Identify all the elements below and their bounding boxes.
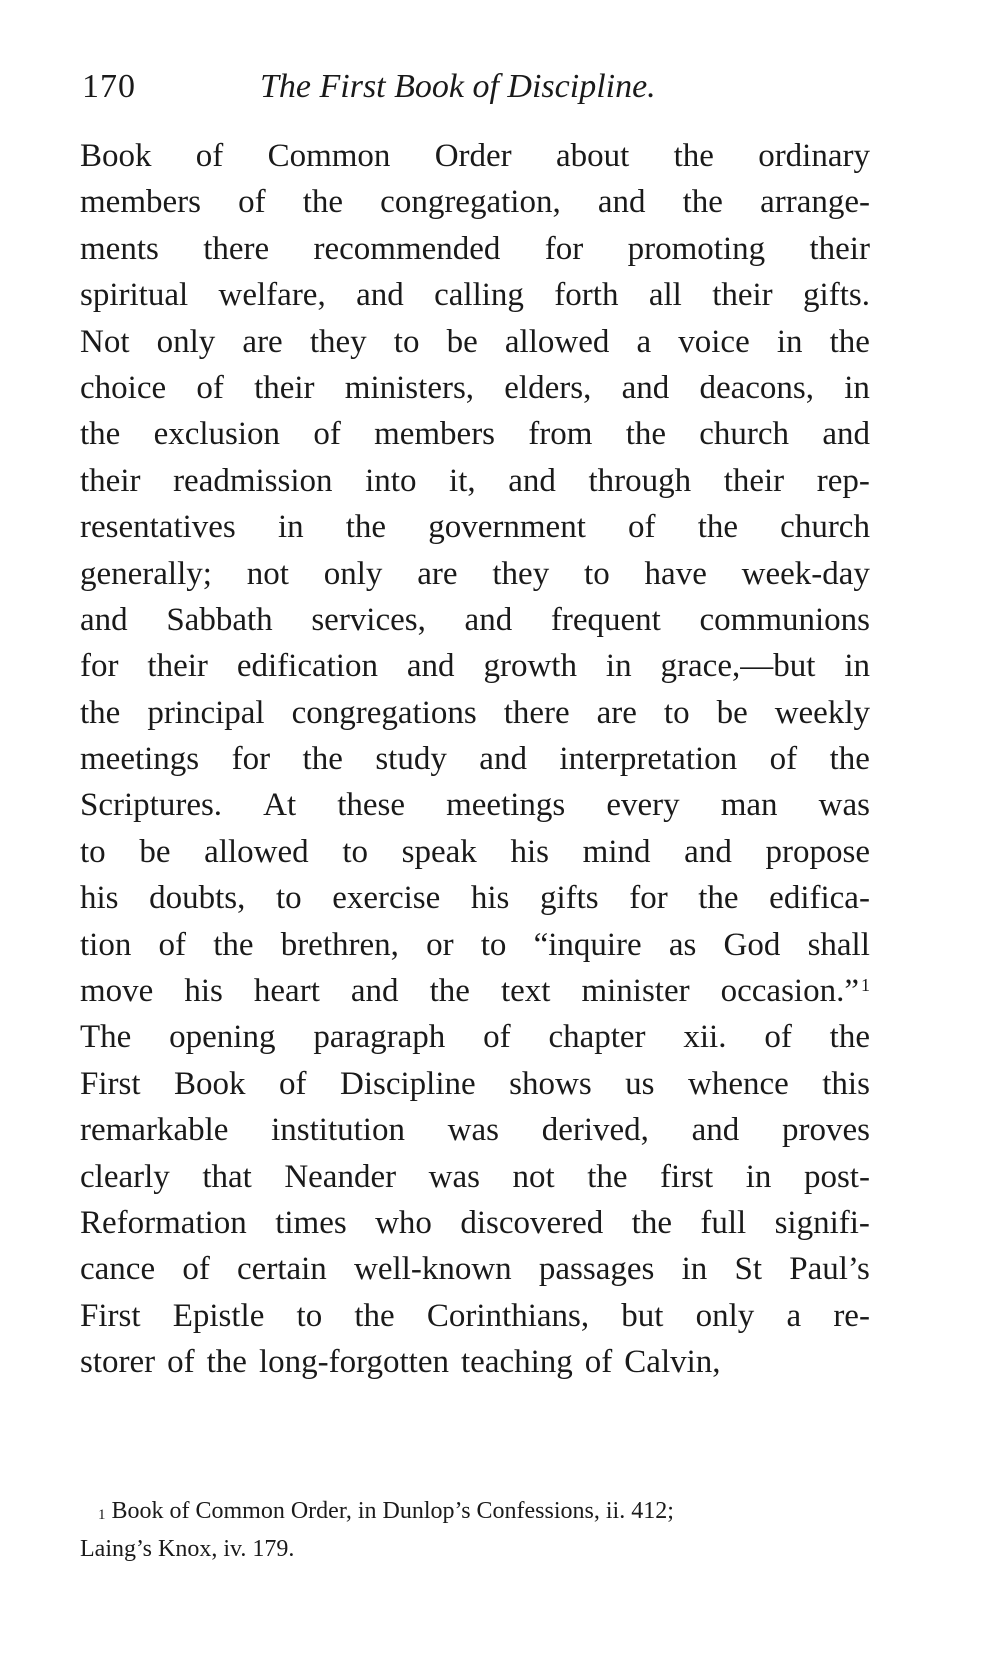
text-line: remarkable institution was derived, and proves xyxy=(80,1112,870,1149)
footnote xyxy=(80,1492,870,1568)
text-line: and Sabbath services, and frequent communions xyxy=(80,601,870,638)
text-line: members of the congregation, and the arrange- xyxy=(80,184,870,221)
footnote-text: Laing’s Knox, iv. 179. xyxy=(80,1536,295,1562)
text-line: cance of certain well-known passages in St Paul’s xyxy=(80,1251,870,1288)
text-line: for their edification and growth in grace,—but in xyxy=(80,648,870,685)
footnote-reference: 1 xyxy=(861,975,870,996)
page-header xyxy=(78,68,948,118)
text-line: to be allowed to speak his mind and propose xyxy=(80,833,870,870)
text-line: First Book of Discipline shows us whence this xyxy=(80,1065,870,1102)
text-line: the exclusion of members from the church and xyxy=(80,416,870,453)
page-number: 170 xyxy=(82,68,136,105)
text-line: The opening paragraph of chapter xii. of the xyxy=(80,1019,870,1056)
text-line: First Epistle to the Corinthians, but only a re- xyxy=(80,1297,870,1334)
text-line: ments there recommended for promoting their xyxy=(80,230,870,267)
footnote-line xyxy=(80,1530,870,1568)
running-title: The First Book of Discipline. xyxy=(260,68,656,105)
text-line: tion of the brethren, or to “inquire as God shall xyxy=(80,926,870,963)
text-line: their readmission into it, and through their rep- xyxy=(80,462,870,499)
text-line: Reformation times who discovered the full signifi- xyxy=(80,1204,870,1241)
text-line: his doubts, to exercise his gifts for the edifica- xyxy=(80,880,870,917)
text-line: move his heart and the text minister occasion.” $^1$ xyxy=(80,973,870,1010)
footnote-marker: 1 xyxy=(98,1507,106,1523)
text-line: resentatives in the government of the church xyxy=(80,509,870,546)
footnote-line xyxy=(80,1492,870,1530)
text-line: spiritual welfare, and calling forth all their gifts. xyxy=(80,277,870,314)
text-line: storer of the long-forgotten teaching of Calvin, xyxy=(80,1344,721,1381)
text-line: clearly that Neander was not the first in post- xyxy=(80,1158,870,1195)
text-line: Not only are they to be allowed a voice in the xyxy=(80,323,870,360)
footnote-text: Book of Common Order, in Dunlop’s Confessions, ii. 412; xyxy=(111,1498,674,1524)
text-line: Book of Common Order about the ordinary xyxy=(80,138,870,174)
text-line: choice of their ministers, elders, and deacons, in xyxy=(80,369,870,406)
text-line: the principal congregations there are to be weekly xyxy=(80,694,870,731)
text-line: generally; not only are they to have week-day xyxy=(80,555,870,592)
text-line: Scriptures. At these meetings every man was xyxy=(80,787,870,824)
text-line: meetings for the study and interpretation of the xyxy=(80,741,870,778)
body-text xyxy=(80,133,870,1386)
